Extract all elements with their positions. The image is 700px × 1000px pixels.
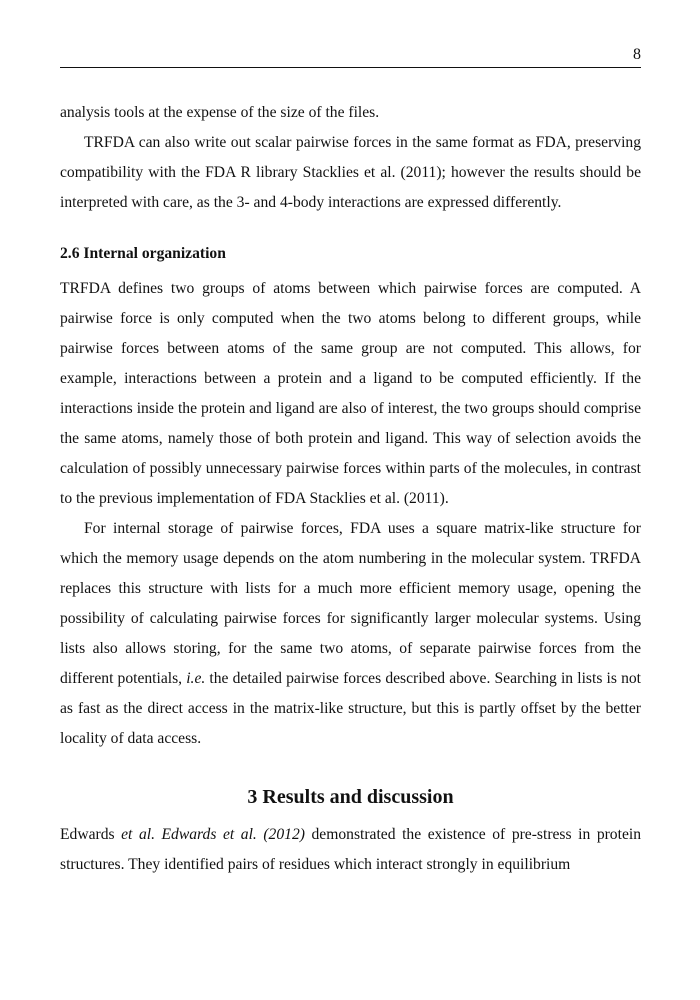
section-heading-results-discussion: 3 Results and discussion (247, 786, 454, 808)
page-number: 8 (633, 46, 641, 63)
storage-text-1: For internal storage of pairwise forces, FDA uses a square matrix-like structure for which the memory usage depends on the atom numbering in the molecular system. TRFDA replaces this structure with lists for a much more efficient memory usage, opening the possibility of calculating pairwise forces for significantly larger molecular systems. Using lists also allows storing, for the same two atoms, of separate pairwise forces from the different potentials, (60, 520, 641, 687)
results-text-2: demonstrated the existence of pre-stress in protein structures. They identified pairs of residues which interact strongly in equilibrium (60, 826, 641, 873)
paragraph-internal-storage (60, 514, 641, 754)
header-rule (60, 67, 641, 68)
paragraph-pre-stress (60, 820, 641, 880)
paragraph-analysis-tools: analysis tools at the expense of the size of the files. (60, 104, 380, 121)
paragraph-atom-groups: TRFDA defines two groups of atoms between which pairwise forces are computed. A pairwise force is only computed when the two atoms belong to different groups, while pairwise forces between atoms of the same group are not computed. This allows, for example, interactions between a protein and a ligand to be computed efficiently. If the interactions inside the protein and ligand are also of interest, the two groups should comprise the same atoms, namely those of both protein and ligand. This way of selection avoids the calculation of possibly unnecessary pairwise forces within parts of the molecules, in contrast to the previous implementation of FDA Stacklies et al. (2011). (60, 280, 641, 507)
page-body (60, 98, 641, 880)
citation-edwards: et al. Edwards et al. (2012) (121, 826, 305, 843)
section-heading-internal-organization: 2.6 Internal organization (60, 245, 226, 262)
results-text-1: Edwards (60, 826, 122, 843)
storage-text-2: the detailed pairwise forces described above. Searching in lists is not as fast as the direct access in the matrix-like structure, but this is partly offset by the better locality of data access. (60, 670, 641, 747)
ie-abbreviation: i.e. (186, 670, 206, 687)
paragraph-scalar-forces: TRFDA can also write out scalar pairwise forces in the same format as FDA, preserving compatibility with the FDA R library Stacklies et al. (2011); however the results should be interpreted with care, as the 3- and 4-body interactions are expressed differently. (60, 134, 641, 211)
